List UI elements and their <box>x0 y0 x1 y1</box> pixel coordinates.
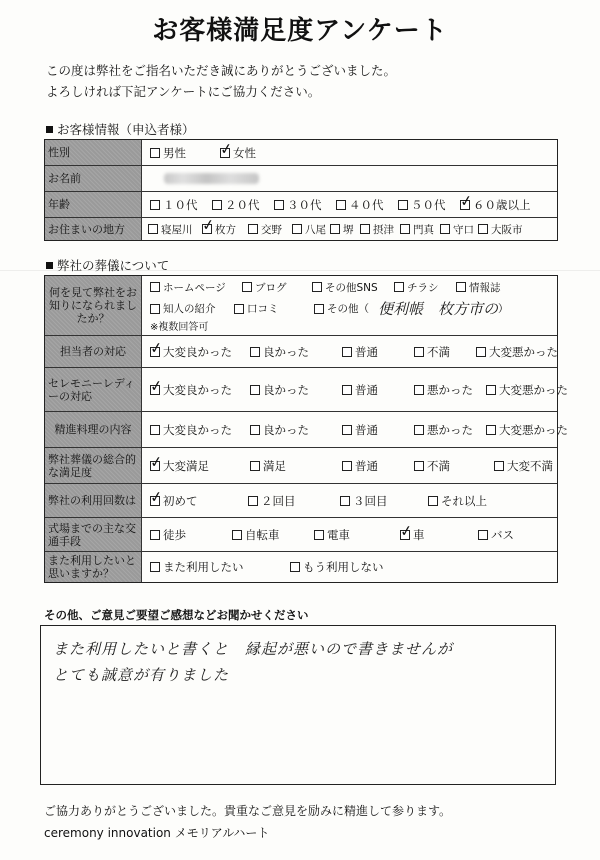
source-row <box>45 276 557 336</box>
source-options-row2 <box>150 301 376 316</box>
checked-checkbox-icon[interactable] <box>220 148 230 158</box>
option-3[interactable] <box>428 493 518 509</box>
checkbox-icon[interactable] <box>414 347 424 357</box>
footer <box>44 800 451 844</box>
area-row <box>45 218 557 240</box>
option-2[interactable] <box>342 382 414 398</box>
staff-options <box>142 336 572 367</box>
option-2[interactable] <box>274 197 336 213</box>
checkbox-icon[interactable] <box>330 224 340 234</box>
option-label: 良かった <box>263 344 309 359</box>
checkbox-icon[interactable] <box>336 200 346 210</box>
option-0[interactable] <box>150 382 250 398</box>
source-closing-paren: ） <box>498 303 509 315</box>
checkbox-icon[interactable] <box>290 562 300 572</box>
checkbox-icon[interactable] <box>312 282 322 292</box>
option-label: 口コミ <box>247 303 279 315</box>
checked-checkbox-icon[interactable] <box>150 347 160 357</box>
option-1[interactable] <box>242 280 312 295</box>
option-1[interactable] <box>202 222 248 237</box>
option-label: 摂津 <box>373 223 394 236</box>
checkbox-icon[interactable] <box>150 282 160 292</box>
option-4[interactable] <box>330 222 360 237</box>
option-8[interactable] <box>478 222 534 237</box>
option-label: もう利用しない <box>303 560 384 574</box>
intro-line-1: この度は弊社をご指名いただき誠にありがとうございました。 <box>46 63 397 78</box>
footer-company: ceremony innovation メモリアルハート <box>44 826 270 840</box>
option-label: 徒歩 <box>163 527 186 542</box>
option-label: １０代 <box>163 197 198 212</box>
option-4[interactable] <box>476 344 572 360</box>
checked-checkbox-icon[interactable] <box>460 200 470 210</box>
option-label: 自転車 <box>245 527 280 542</box>
option-label: 不満 <box>427 344 450 359</box>
option-label: 男性 <box>163 145 186 160</box>
option-1[interactable] <box>212 197 274 213</box>
usage-count-options <box>142 484 557 517</box>
checked-checkbox-icon[interactable] <box>400 530 410 540</box>
overall-row <box>45 448 557 484</box>
option-label: 大変悪かった <box>489 344 558 359</box>
checkbox-icon[interactable] <box>494 461 504 471</box>
comments-heading: その他、ご意見ご要望ご感想などお聞かせください <box>44 608 309 622</box>
checkbox-icon[interactable] <box>150 425 160 435</box>
option-6[interactable] <box>400 222 440 237</box>
footer-thanks: ご協力ありがとうございました。貴重なご意見を励みに精進して参ります。 <box>44 804 452 818</box>
checkbox-icon[interactable] <box>478 224 488 234</box>
option-label: その他SNS <box>325 281 378 294</box>
option-label: ２回目 <box>261 493 296 508</box>
option-label: 満足 <box>263 458 286 473</box>
option-1[interactable] <box>290 559 410 575</box>
usage-count-row <box>45 484 557 518</box>
checkbox-icon[interactable] <box>440 224 450 234</box>
option-label: チラシ <box>407 281 439 294</box>
customer-info-table <box>44 139 558 241</box>
option-label: 普通 <box>355 422 378 437</box>
option-label: ３回目 <box>353 493 388 508</box>
option-2[interactable] <box>312 280 394 295</box>
ceremony-lady-options <box>142 368 576 411</box>
option-2[interactable] <box>340 493 428 509</box>
reuse-row <box>45 552 557 582</box>
source-options-row1 <box>142 280 526 294</box>
option-label: 大変良かった <box>163 422 232 437</box>
comment-line-1: また利用したいと書くと 縁起が悪いので書きませんが <box>53 640 454 658</box>
transport-row <box>45 518 557 552</box>
option-0[interactable] <box>150 527 232 543</box>
checkbox-icon[interactable] <box>150 562 160 572</box>
name-label: お名前 <box>45 166 142 191</box>
option-label: 不満 <box>427 458 450 473</box>
option-label: それ以上 <box>441 493 487 508</box>
option-3[interactable] <box>414 422 486 438</box>
option-label: 大阪市 <box>491 223 523 236</box>
checkbox-icon[interactable] <box>150 304 160 314</box>
option-3[interactable] <box>414 344 476 360</box>
option-2[interactable] <box>314 527 400 543</box>
multiple-answers-note: ※複数回答可 <box>150 322 209 333</box>
checkbox-icon[interactable] <box>148 224 158 234</box>
gender-options <box>142 140 557 165</box>
option-label: バス <box>491 527 514 542</box>
option-label: ブログ <box>255 281 287 294</box>
option-label: 情報誌 <box>469 281 501 294</box>
option-label: 初めて <box>163 493 198 508</box>
age-options <box>142 192 557 217</box>
checkbox-icon[interactable] <box>394 282 404 292</box>
option-label: 電車 <box>327 527 350 542</box>
option-0[interactable] <box>150 344 250 360</box>
checkbox-icon[interactable] <box>414 425 424 435</box>
checkbox-icon[interactable] <box>476 347 486 357</box>
option-label: 守口 <box>453 223 474 236</box>
checkbox-icon[interactable] <box>342 461 352 471</box>
checkbox-icon[interactable] <box>340 496 350 506</box>
checkbox-icon[interactable] <box>400 224 410 234</box>
option-4[interactable] <box>486 422 576 438</box>
option-0[interactable] <box>150 197 212 213</box>
option-label: 女性 <box>233 145 256 160</box>
option-2[interactable] <box>342 458 414 474</box>
option-label: 大変悪かった <box>499 382 568 397</box>
option-1[interactable] <box>232 527 314 543</box>
name-row <box>45 166 557 192</box>
checkbox-icon[interactable] <box>314 530 324 540</box>
option-label: 良かった <box>263 382 309 397</box>
option-7[interactable] <box>440 222 478 237</box>
square-bullet-icon <box>46 262 53 269</box>
age-row <box>45 192 557 218</box>
intro-line-2: よろしければ下記アンケートにご協力ください。 <box>46 84 321 99</box>
option-label: ６０歳以上 <box>473 197 531 212</box>
checkbox-icon[interactable] <box>292 224 302 234</box>
option-5[interactable] <box>360 222 400 237</box>
option-label: 普通 <box>355 344 378 359</box>
option-label: 八尾 <box>305 223 326 236</box>
option-label: ホームページ <box>163 281 226 294</box>
meal-row <box>45 412 568 448</box>
option-1[interactable] <box>250 344 342 360</box>
option-label: 交野 <box>261 223 282 236</box>
page-title: お客様満足度アンケート <box>152 16 448 46</box>
option-label: 車 <box>413 527 425 542</box>
checkbox-icon[interactable] <box>314 304 324 314</box>
option-label: 大変不満 <box>507 458 553 473</box>
option-label: また利用したい <box>163 560 244 574</box>
option-label: 悪かった <box>427 422 473 437</box>
ceremony-lady-label: セレモニーレディーの対応 <box>45 368 142 411</box>
option-0[interactable] <box>150 493 248 509</box>
meal-options <box>142 412 576 447</box>
meal-label: 精進料理の内容 <box>45 412 142 447</box>
option-3[interactable] <box>414 458 494 474</box>
reuse-options <box>142 552 557 582</box>
checkbox-icon[interactable] <box>456 282 466 292</box>
comments-textarea[interactable] <box>40 625 556 785</box>
checkbox-icon[interactable] <box>212 200 222 210</box>
checkbox-icon[interactable] <box>248 496 258 506</box>
option-3[interactable] <box>336 197 398 213</box>
area-options <box>142 218 557 240</box>
option-3[interactable] <box>414 382 486 398</box>
checkbox-icon[interactable] <box>478 530 488 540</box>
staff-label: 担当者の対応 <box>45 336 142 367</box>
checked-checkbox-icon[interactable] <box>150 496 160 506</box>
option-label: 大変良かった <box>163 382 232 397</box>
checkbox-icon[interactable] <box>360 224 370 234</box>
checkbox-icon[interactable] <box>274 200 284 210</box>
square-bullet-icon <box>46 126 53 133</box>
checkbox-icon[interactable] <box>250 461 260 471</box>
checkbox-icon[interactable] <box>250 425 260 435</box>
checkbox-icon[interactable] <box>486 385 496 395</box>
option-label: その他（ <box>327 303 369 315</box>
checkbox-icon[interactable] <box>248 224 258 234</box>
intro-text <box>46 60 396 102</box>
checkbox-icon[interactable] <box>414 385 424 395</box>
option-0[interactable] <box>148 222 202 237</box>
reuse-label: また利用したいと思いますか？ <box>45 552 142 582</box>
age-label: 年齢 <box>45 192 142 217</box>
option-1[interactable] <box>220 145 290 161</box>
option-4[interactable] <box>478 527 538 543</box>
transport-label: 式場までの主な交通手段 <box>45 518 142 551</box>
option-2[interactable] <box>314 301 376 316</box>
area-label: お住まいの地方 <box>45 218 142 240</box>
option-label: ５０代 <box>411 197 446 212</box>
option-label: ２０代 <box>225 197 260 212</box>
checkbox-icon[interactable] <box>398 200 408 210</box>
gender-label: 性別 <box>45 140 142 165</box>
checkbox-icon[interactable] <box>150 530 160 540</box>
checkbox-icon[interactable] <box>342 385 352 395</box>
source-label: 何を見て弊社をお知りになられましたか？ <box>45 276 142 335</box>
option-4[interactable] <box>398 197 460 213</box>
option-3[interactable] <box>394 280 456 295</box>
funeral-survey-table <box>44 275 568 583</box>
checkbox-icon[interactable] <box>242 282 252 292</box>
option-label: 堺 <box>343 223 354 236</box>
checkbox-icon[interactable] <box>150 148 160 158</box>
checkbox-icon[interactable] <box>342 347 352 357</box>
option-1[interactable] <box>250 458 342 474</box>
checkbox-icon[interactable] <box>232 530 242 540</box>
transport-options <box>142 518 557 551</box>
option-2[interactable] <box>248 222 292 237</box>
checkbox-icon[interactable] <box>414 461 424 471</box>
option-label: 大変良かった <box>163 344 232 359</box>
option-0[interactable] <box>150 301 234 316</box>
option-label: 大変悪かった <box>499 422 568 437</box>
overall-label: 弊社葬儀の総合的な満足度 <box>45 448 142 483</box>
option-0[interactable] <box>150 280 242 295</box>
option-3[interactable] <box>292 222 330 237</box>
section-funeral-heading: 弊社の葬儀について <box>46 256 169 274</box>
checked-checkbox-icon[interactable] <box>150 461 160 471</box>
checkbox-icon[interactable] <box>428 496 438 506</box>
comment-line-2: とても誠意が有りました <box>53 666 230 684</box>
option-1[interactable] <box>234 301 314 316</box>
ceremony-lady-row <box>45 368 568 412</box>
option-4[interactable] <box>456 280 526 295</box>
checkbox-icon[interactable] <box>150 200 160 210</box>
overall-options <box>142 448 574 483</box>
option-label: ３０代 <box>287 197 322 212</box>
option-4[interactable] <box>494 458 574 474</box>
option-label: 知人の紹介 <box>163 303 216 315</box>
option-label: 枚方 <box>215 223 236 236</box>
source-other-handwritten: 便利帳 枚方市の <box>378 300 499 318</box>
option-0[interactable] <box>150 559 290 575</box>
option-0[interactable] <box>150 458 250 474</box>
option-label: 良かった <box>263 422 309 437</box>
option-label: 悪かった <box>427 382 473 397</box>
option-label: 普通 <box>355 458 378 473</box>
staff-row <box>45 336 557 368</box>
option-1[interactable] <box>250 422 342 438</box>
option-0[interactable] <box>150 422 250 438</box>
option-3[interactable] <box>400 527 478 543</box>
option-label: ４０代 <box>349 197 384 212</box>
option-label: 寝屋川 <box>161 223 193 236</box>
option-label: 大変満足 <box>163 458 209 473</box>
checkbox-icon[interactable] <box>250 347 260 357</box>
option-label: 普通 <box>355 382 378 397</box>
option-1[interactable] <box>250 382 342 398</box>
option-1[interactable] <box>248 493 340 509</box>
redacted-name[interactable] <box>164 173 259 184</box>
option-2[interactable] <box>342 344 414 360</box>
checkbox-icon[interactable] <box>234 304 244 314</box>
option-4[interactable] <box>486 382 576 398</box>
option-2[interactable] <box>342 422 414 438</box>
checkbox-icon[interactable] <box>342 425 352 435</box>
section-customer-info-heading: お客様情報（申込者様） <box>46 120 195 138</box>
usage-count-label: 弊社の利用回数は <box>45 484 142 517</box>
gender-row <box>45 140 557 166</box>
checked-checkbox-icon[interactable] <box>202 224 212 234</box>
checked-checkbox-icon[interactable] <box>150 385 160 395</box>
option-0[interactable] <box>150 145 220 161</box>
checkbox-icon[interactable] <box>250 385 260 395</box>
option-label: 門真 <box>413 223 434 236</box>
checkbox-icon[interactable] <box>486 425 496 435</box>
option-5[interactable] <box>460 197 542 213</box>
